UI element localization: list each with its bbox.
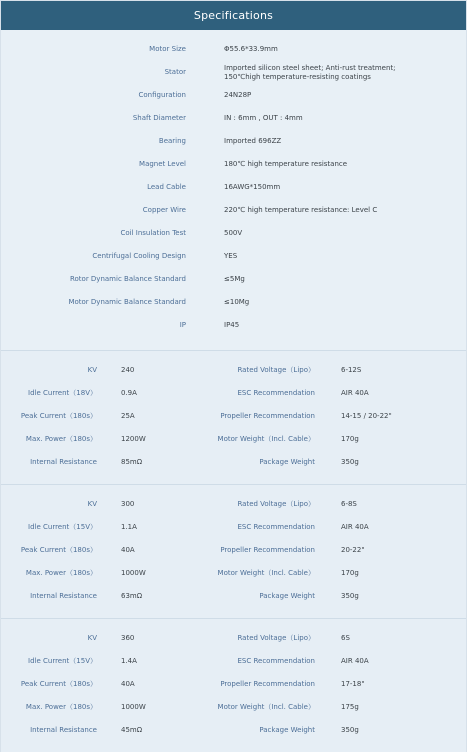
variant-row <box>1 493 466 516</box>
variant-label: Idle Current（18V） <box>28 389 97 397</box>
spec-label: Motor Size <box>149 45 186 53</box>
variant-value: 1.1A <box>121 523 137 531</box>
variant-value: 300 <box>121 500 135 508</box>
variant-label: Motor Weight（Incl. Cable） <box>217 435 315 443</box>
variant-label: Package Weight <box>259 458 315 466</box>
variant-value: 350g <box>341 458 359 466</box>
spec-value: 500V <box>224 229 243 237</box>
variant-value: AIR 40A <box>341 657 369 665</box>
spec-value: YES <box>224 252 238 260</box>
spec-label: Magnet Level <box>139 160 186 168</box>
variant-value: 25A <box>121 412 135 420</box>
variant-label: KV <box>87 634 97 642</box>
variant-label: KV <box>87 500 97 508</box>
spec-row-copper-wire <box>1 199 466 222</box>
variant-label: Package Weight <box>259 592 315 600</box>
spec-value: ≤5Mg <box>224 275 245 283</box>
variant-table-kv300 <box>1 484 466 618</box>
spec-row-coil-insulation-test <box>1 222 466 245</box>
variant-value: 45mΩ <box>121 726 143 734</box>
variant-value: 350g <box>341 726 359 734</box>
variant-value: 1000W <box>121 569 146 577</box>
spec-value: 220℃ high temperature resistance: Level C <box>224 206 378 214</box>
variant-label: Max. Power（180s） <box>25 703 97 711</box>
variant-label: Max. Power（180s） <box>25 435 97 443</box>
variant-label: Internal Resistance <box>30 592 97 600</box>
specifications-header <box>1 1 466 30</box>
spec-label: Centrifugal Cooling Design <box>92 252 186 260</box>
variant-label: ESC Recommendation <box>237 389 315 397</box>
variant-value: 170g <box>341 435 359 443</box>
variant-label: Rated Voltage（Lipo） <box>237 634 315 642</box>
spec-value: IP45 <box>224 321 240 329</box>
variant-label: Rated Voltage（Lipo） <box>237 366 315 374</box>
spec-row-centrifugal-cooling <box>1 245 466 268</box>
variant-label: Package Weight <box>259 726 315 734</box>
spec-value: IN : 6mm , OUT : 4mm <box>224 114 303 122</box>
variant-value: 360 <box>121 634 135 642</box>
spec-label: Rotor Dynamic Balance Standard <box>69 275 186 283</box>
spec-value: ≤10Mg <box>224 298 250 306</box>
spec-label: Coil Insulation Test <box>120 229 186 237</box>
variant-value: 20-22" <box>341 546 365 554</box>
spec-label: Lead Cable <box>147 183 186 191</box>
spec-label: Motor Dynamic Balance Standard <box>68 298 186 306</box>
variant-value: 6S <box>341 634 350 642</box>
spec-row-configuration <box>1 84 466 107</box>
variant-table-kv360 <box>1 618 466 752</box>
variant-label: Idle Current（15V） <box>28 657 97 665</box>
variant-label: Idle Current（15V） <box>28 523 97 531</box>
variant-row <box>1 359 466 382</box>
variant-label: Motor Weight（Incl. Cable） <box>217 569 315 577</box>
spec-label: Bearing <box>158 137 186 145</box>
variant-row <box>1 627 466 650</box>
variant-label: ESC Recommendation <box>237 523 315 531</box>
variant-label: Internal Resistance <box>30 458 97 466</box>
spec-value: Imported 696ZZ <box>224 137 282 145</box>
variant-row <box>1 562 466 585</box>
page-title: Specifications <box>193 9 274 22</box>
variant-row <box>1 516 466 539</box>
variant-row <box>1 451 466 474</box>
spec-row-stator <box>1 61 466 84</box>
variant-label: Peak Current（180s） <box>20 412 97 420</box>
spec-row-bearing <box>1 130 466 153</box>
variant-value: 6-12S <box>341 366 362 374</box>
variant-value: AIR 40A <box>341 523 369 531</box>
variant-label: Max. Power（180s） <box>25 569 97 577</box>
spec-value: Imported silicon steel sheet; Anti-rust treatment; 150℃high temperature-resisting coatings <box>224 63 396 81</box>
variant-label: Peak Current（180s） <box>20 680 97 688</box>
variant-value: 63mΩ <box>121 592 143 600</box>
spec-label: Configuration <box>138 91 186 99</box>
variant-label: Propeller Recommendation <box>220 412 315 420</box>
variant-label: Internal Resistance <box>30 726 97 734</box>
variant-label: Rated Voltage（Lipo） <box>237 500 315 508</box>
variant-value: 170g <box>341 569 359 577</box>
variant-row <box>1 428 466 451</box>
spec-row-lead-cable <box>1 176 466 199</box>
variant-row <box>1 405 466 428</box>
spec-value: 180℃ high temperature resistance <box>224 160 348 168</box>
variant-value: 1000W <box>121 703 146 711</box>
variant-value: 175g <box>341 703 359 711</box>
spec-row-ip <box>1 314 466 337</box>
spec-row-magnet-level <box>1 153 466 176</box>
variant-row <box>1 719 466 742</box>
variant-label: ESC Recommendation <box>237 657 315 665</box>
spec-row-rotor-balance <box>1 268 466 291</box>
variant-value: 17-18" <box>341 680 365 688</box>
spec-row-motor-size <box>1 38 466 61</box>
variant-value: 0.9A <box>121 389 137 397</box>
variant-value: AIR 40A <box>341 389 369 397</box>
variant-row <box>1 696 466 719</box>
common-specs-table <box>1 30 466 350</box>
variant-value: 85mΩ <box>121 458 143 466</box>
variant-value: 40A <box>121 546 135 554</box>
spec-label: Stator <box>164 68 186 76</box>
variant-label: Propeller Recommendation <box>220 680 315 688</box>
spec-value: Φ55.6*33.9mm <box>224 45 278 53</box>
variant-value: 1200W <box>121 435 146 443</box>
variant-label: Motor Weight（Incl. Cable） <box>217 703 315 711</box>
variant-value: 40A <box>121 680 135 688</box>
spec-row-motor-balance <box>1 291 466 314</box>
variant-row <box>1 539 466 562</box>
variant-label: KV <box>87 366 97 374</box>
spec-value: 24N28P <box>224 91 252 99</box>
variant-row <box>1 382 466 405</box>
variant-value: 6-8S <box>341 500 357 508</box>
spec-label: Copper Wire <box>142 206 186 214</box>
variant-value: 14-15 / 20-22" <box>341 412 392 420</box>
variant-label: Propeller Recommendation <box>220 546 315 554</box>
variant-value: 1.4A <box>121 657 137 665</box>
variant-row <box>1 650 466 673</box>
variant-row <box>1 673 466 696</box>
variant-label: Peak Current（180s） <box>20 546 97 554</box>
spec-label: IP <box>179 321 186 329</box>
spec-row-shaft-diameter <box>1 107 466 130</box>
spec-label: Shaft Diameter <box>132 114 186 122</box>
spec-value: 16AWG*150mm <box>224 183 281 191</box>
variant-table-kv240 <box>1 350 466 484</box>
variant-row <box>1 585 466 608</box>
variant-value: 350g <box>341 592 359 600</box>
variant-value: 240 <box>121 366 135 374</box>
